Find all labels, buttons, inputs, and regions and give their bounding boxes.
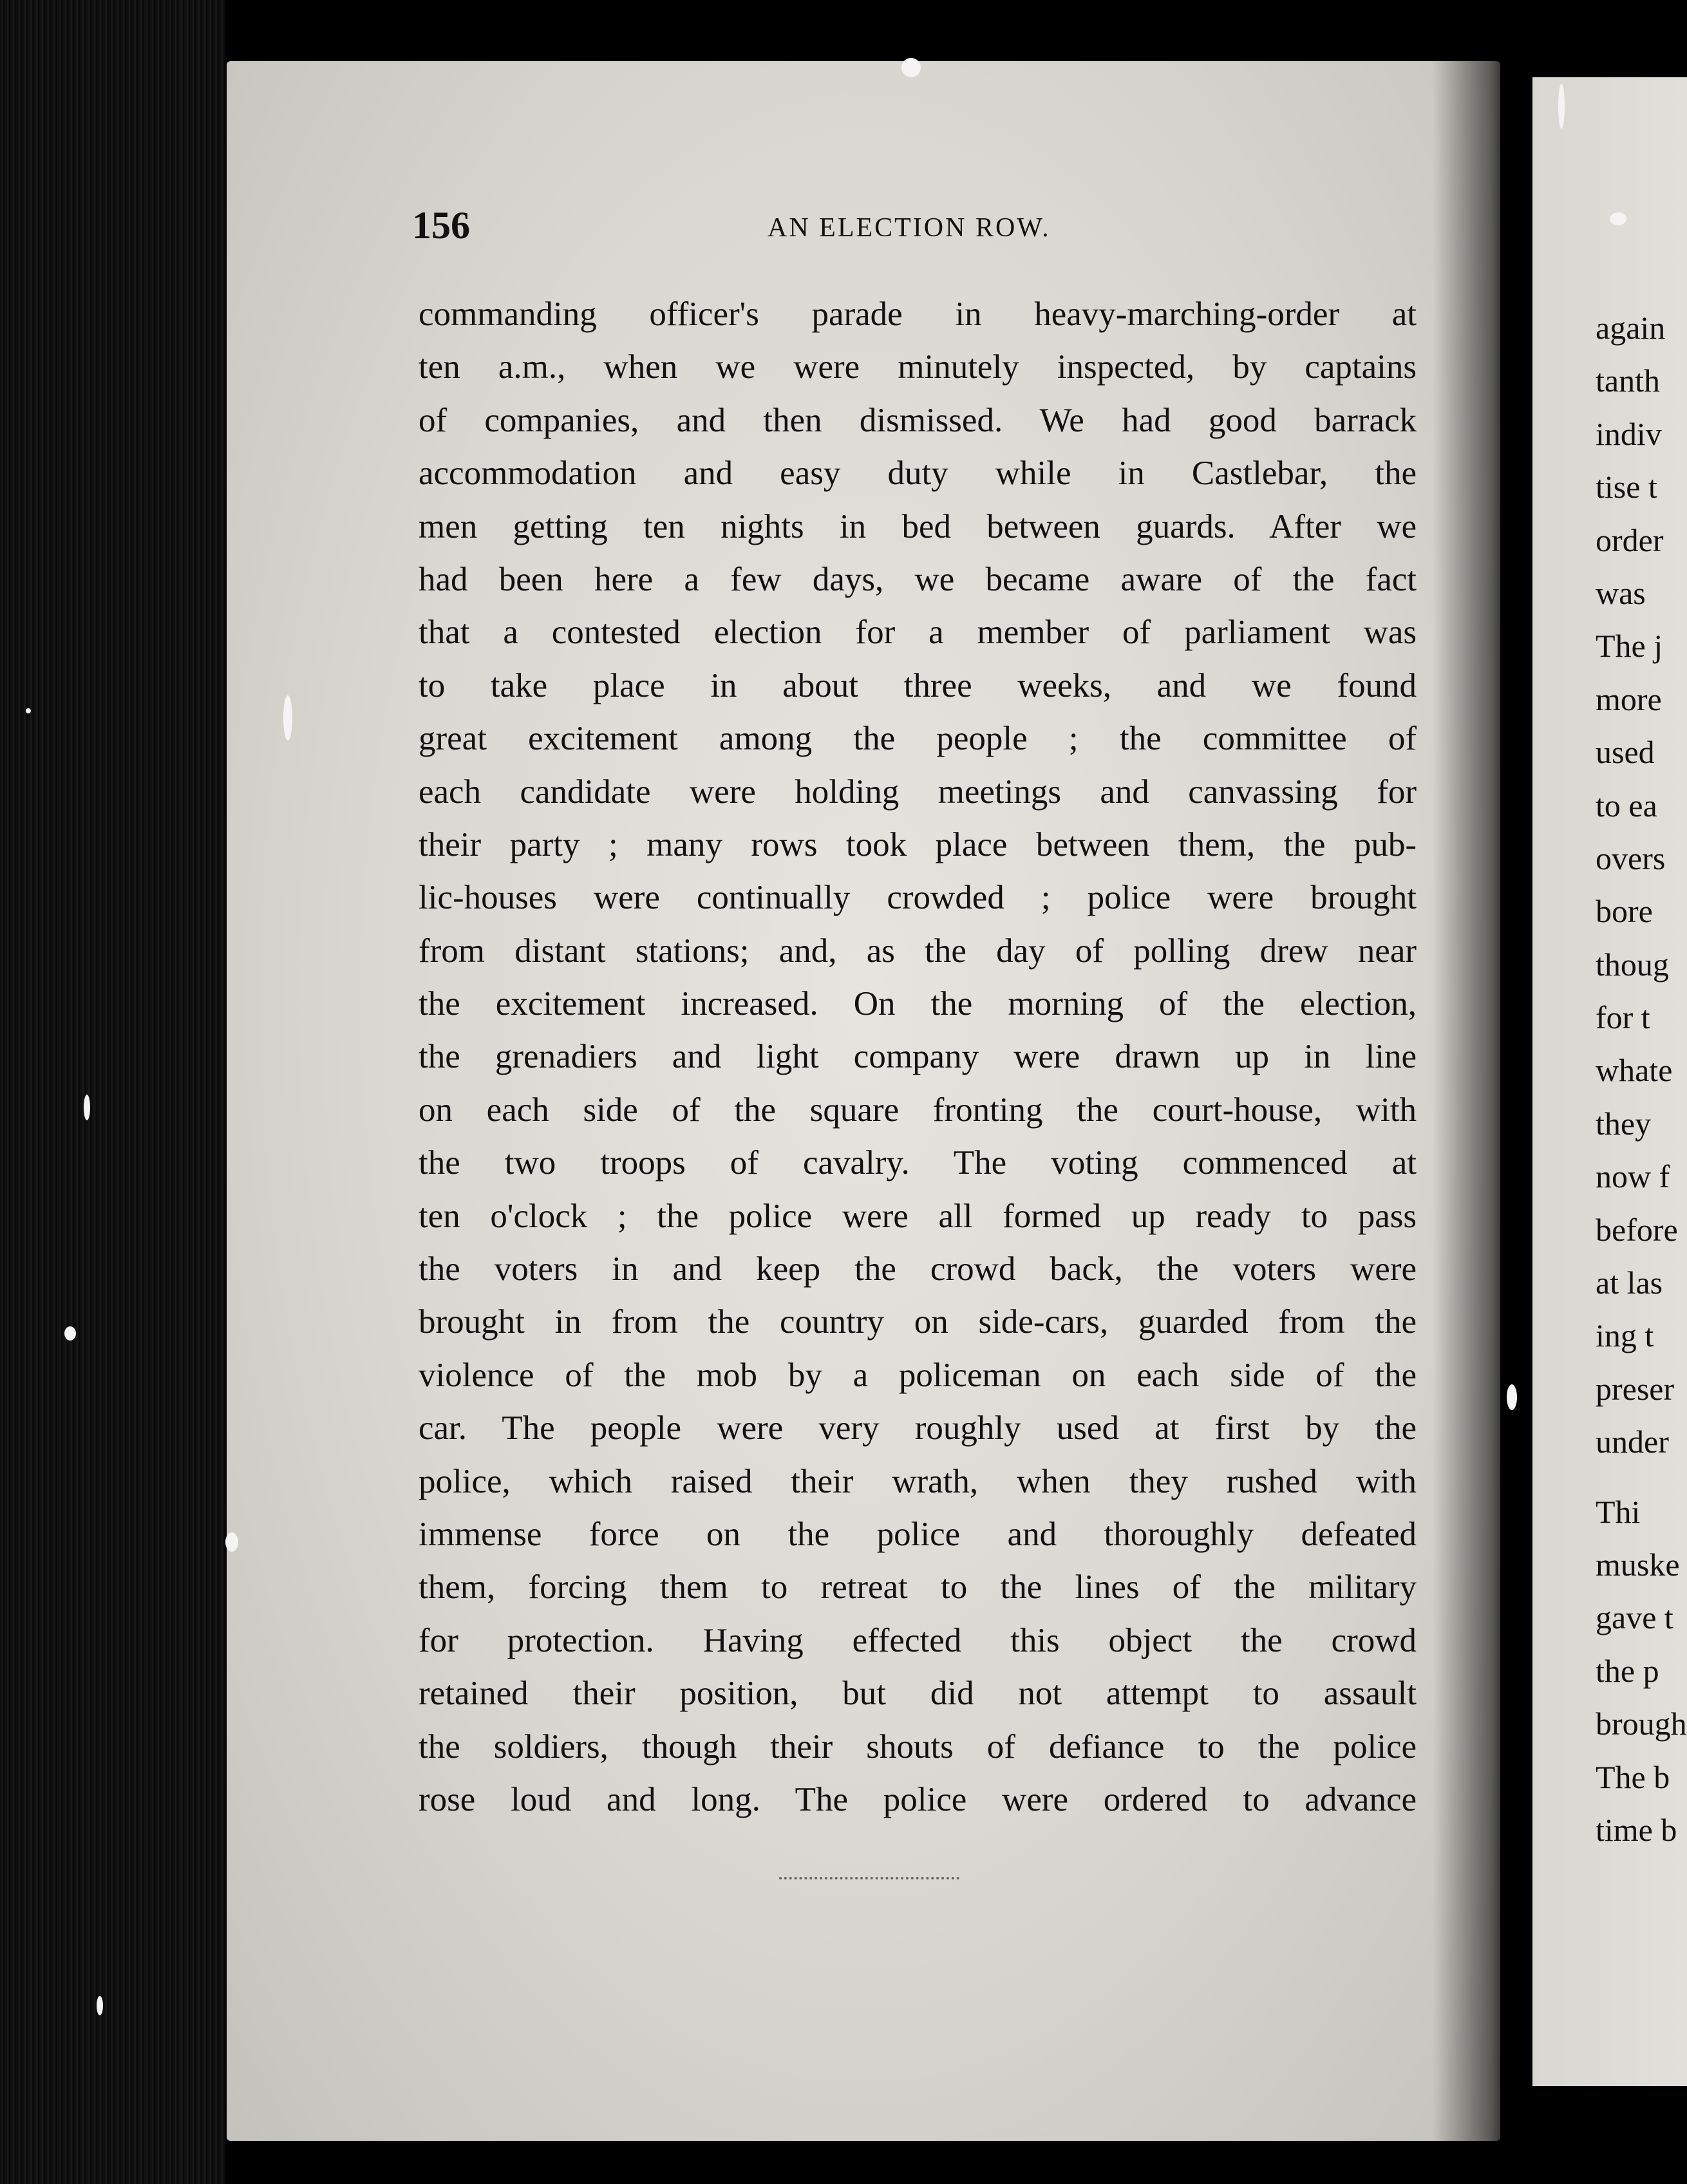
facing-text-line: more bbox=[1596, 681, 1662, 717]
facing-text-line: indiv bbox=[1596, 415, 1662, 452]
text-line: lic-houses were continually crowded ; police were brought bbox=[419, 879, 1417, 917]
facing-text-line: tanth bbox=[1596, 362, 1660, 399]
text-line: the grenadiers and light company were drawn up in line bbox=[419, 1038, 1417, 1076]
text-line: the soldiers, though their shouts of defiance to the police bbox=[419, 1727, 1417, 1765]
text-line: car. The people were very roughly used at first by the bbox=[419, 1409, 1417, 1447]
text-line: on each side of the square fronting the court-house, with bbox=[419, 1091, 1417, 1129]
facing-text-line: used bbox=[1596, 734, 1655, 771]
scan-speck bbox=[84, 1095, 90, 1120]
facing-text-line: time b bbox=[1596, 1811, 1677, 1848]
running-head: AN ELECTION ROW. bbox=[768, 213, 1051, 243]
scan-speck bbox=[97, 1996, 103, 2015]
gutter-shadow bbox=[1433, 61, 1516, 2141]
facing-text-line: order bbox=[1596, 522, 1664, 558]
facing-text-line: whate bbox=[1596, 1052, 1673, 1089]
text-line: accommodation and easy duty while in Castlebar, the bbox=[419, 455, 1417, 493]
facing-text-line: now f bbox=[1596, 1158, 1670, 1195]
facing-text-line: brough bbox=[1596, 1706, 1687, 1742]
text-line: police, which raised their wrath, when they rushed with bbox=[419, 1462, 1417, 1500]
text-line: the excitement increased. On the morning of the election, bbox=[419, 985, 1417, 1023]
facing-text-line: was bbox=[1596, 574, 1646, 611]
facing-text-line: tise t bbox=[1596, 469, 1657, 505]
text-line: for protection. Having effected this object the crowd bbox=[419, 1621, 1417, 1659]
page-footer-mark bbox=[779, 1877, 959, 1882]
facing-text-line: preser bbox=[1596, 1370, 1675, 1407]
text-line: to take place in about three weeks, and we found bbox=[419, 666, 1417, 704]
scan-speck bbox=[1558, 84, 1565, 129]
scan-speck bbox=[225, 1532, 238, 1552]
book-page-edges bbox=[0, 0, 225, 2184]
facing-text-line: bore bbox=[1596, 893, 1653, 930]
text-line: that a contested election for a member of parliament was bbox=[419, 614, 1417, 652]
text-line: them, forcing them to retreat to the lines of the military bbox=[419, 1568, 1417, 1606]
facing-text-line: Thi bbox=[1596, 1493, 1641, 1530]
scan-speck bbox=[901, 58, 921, 77]
scan-speck bbox=[283, 695, 292, 740]
text-line: ten o'clock ; the police were all formed up ready to pass bbox=[419, 1197, 1417, 1235]
text-line: of companies, and then dismissed. We had good barrack bbox=[419, 401, 1417, 439]
text-line: men getting ten nights in bed between guards. After we bbox=[419, 507, 1417, 545]
facing-text-line: they bbox=[1596, 1105, 1652, 1142]
text-line: immense force on the police and thoroughly defeated bbox=[419, 1515, 1417, 1553]
facing-text-line: under bbox=[1596, 1424, 1669, 1460]
facing-text-line: again bbox=[1596, 310, 1666, 346]
scan-speck bbox=[1507, 1384, 1517, 1410]
text-line: ten a.m., when we were minutely inspected, by captains bbox=[419, 348, 1417, 386]
text-line: the two troops of cavalry. The voting commenced at bbox=[419, 1144, 1417, 1182]
text-line: retained their position, but did not attempt to assault bbox=[419, 1675, 1417, 1713]
scan-speck bbox=[1610, 212, 1626, 225]
text-line: from distant stations; and, as the day of polling drew near bbox=[419, 932, 1417, 970]
text-line: brought in from the country on side-cars, guarded from the bbox=[419, 1303, 1417, 1341]
facing-text-line: The b bbox=[1596, 1758, 1670, 1795]
scan-speck bbox=[64, 1326, 76, 1341]
text-line: had been here a few days, we became aware of the fact bbox=[419, 560, 1417, 598]
facing-text-line: overs bbox=[1596, 840, 1666, 876]
scan-speck bbox=[26, 708, 31, 713]
page-body-text bbox=[419, 288, 1417, 1826]
page-number: 156 bbox=[412, 204, 470, 247]
facing-text-line: muske bbox=[1596, 1546, 1680, 1583]
facing-text-line: thoug bbox=[1596, 946, 1669, 983]
text-line: rose loud and long. The police were ordered to advance bbox=[419, 1780, 1417, 1818]
paragraph-gap bbox=[1596, 1469, 1687, 1485]
page-header bbox=[412, 203, 1417, 255]
facing-text-line: the p bbox=[1596, 1652, 1659, 1689]
facing-text-line: The j bbox=[1596, 628, 1663, 664]
facing-text-line: ing t bbox=[1596, 1317, 1654, 1354]
facing-text-line: for t bbox=[1596, 999, 1650, 1036]
facing-text-line: gave t bbox=[1596, 1599, 1673, 1636]
text-line: their party ; many rows took place between them, the pub- bbox=[419, 825, 1417, 863]
text-line: violence of the mob by a policeman on each side of the bbox=[419, 1356, 1417, 1394]
text-line: each candidate were holding meetings and canvassing for bbox=[419, 773, 1417, 811]
facing-text-line: before bbox=[1596, 1211, 1678, 1248]
facing-page-text bbox=[1596, 301, 1687, 1856]
facing-text-line: at las bbox=[1596, 1265, 1663, 1301]
text-line: great excitement among the people ; the committee of bbox=[419, 720, 1417, 758]
text-line: the voters in and keep the crowd back, the voters were bbox=[419, 1250, 1417, 1288]
facing-text-line: to ea bbox=[1596, 787, 1657, 824]
text-line: commanding officer's parade in heavy-marching-order at bbox=[419, 296, 1417, 333]
